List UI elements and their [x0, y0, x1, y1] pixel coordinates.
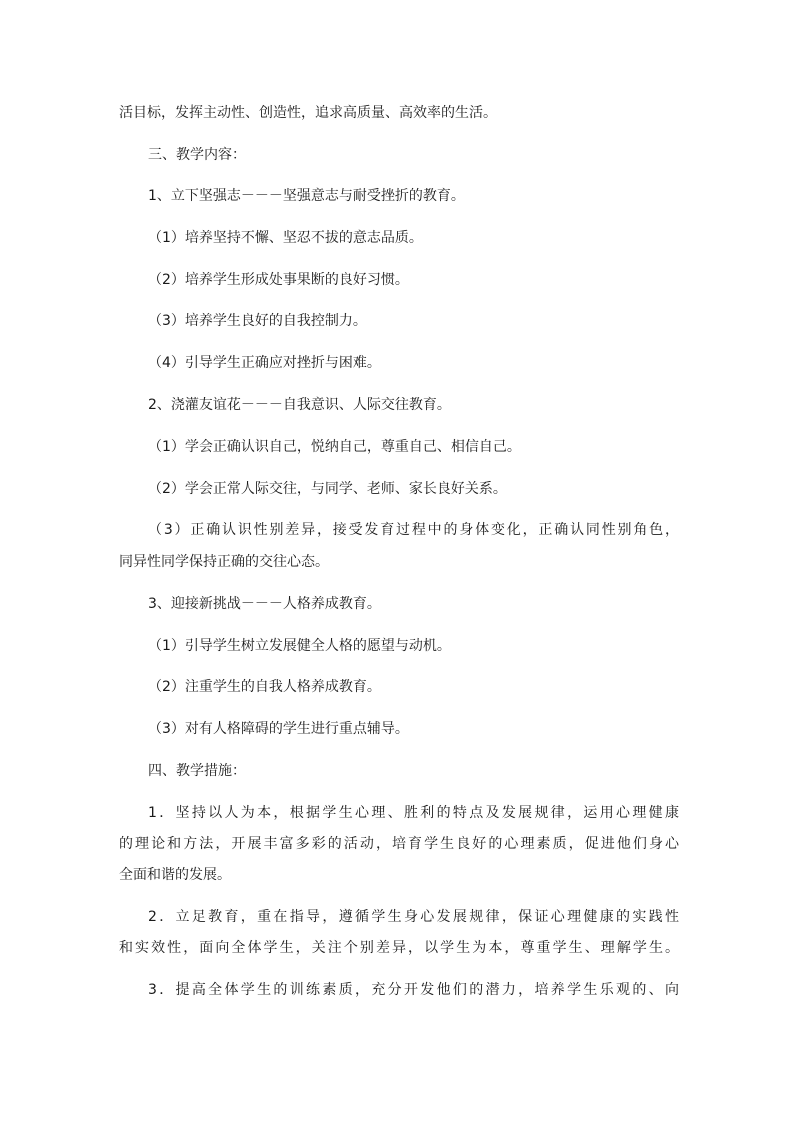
paragraph-line: 2．立足教育，重在指导，遵循学生身心发展规律，保证心理健康的实践性	[148, 909, 679, 925]
list-item: （1）培养坚持不懈、坚忍不拔的意志品质。	[148, 230, 423, 246]
list-item: （1）引导学生树立发展健全人格的愿望与动机。	[148, 638, 451, 654]
list-item: （1）学会正确认识自己，悦纳自己，尊重自己、相信自己。	[148, 439, 521, 455]
paragraph-line: 全面和谐的发展。	[119, 867, 231, 883]
subsection-heading: 3、迎接新挑战－－－人格养成教育。	[148, 596, 381, 612]
list-item: （3）正确认识性别差异，接受发育过程中的身体变化，正确认同性别角色，	[148, 522, 679, 538]
list-item: （2）注重学生的自我人格养成教育。	[148, 679, 381, 695]
section-heading: 四、教学措施：	[148, 763, 246, 779]
list-item: （4）引导学生正确应对挫折与困难。	[148, 355, 381, 371]
paragraph-line: 1．坚持以人为本，根据学生心理、胜利的特点及发展规律，运用心理健康	[148, 805, 679, 821]
list-item-continuation: 同异性同学保持正确的交往心态。	[119, 554, 329, 570]
paragraph-line: 的理论和方法，开展丰富多彩的活动，培育学生良好的心理素质，促进他们身心	[119, 836, 679, 852]
paragraph-line: 和实效性，面向全体学生，关注个别差异，以学生为本，尊重学生、理解学生。	[119, 940, 679, 956]
subsection-heading: 1、立下坚强志－－－坚强意志与耐受挫折的教育。	[148, 188, 465, 204]
text-line: 活目标，发挥主动性、创造性，追求高质量、高效率的生活。	[119, 105, 497, 121]
list-item: （2）学会正常人际交往，与同学、老师、家长良好关系。	[148, 481, 507, 497]
list-item: （3）对有人格障碍的学生进行重点辅导。	[148, 721, 409, 737]
section-heading: 三、教学内容：	[148, 147, 246, 163]
paragraph-line: 3．提高全体学生的训练素质，充分开发他们的潜力，培养学生乐观的、向	[148, 982, 679, 998]
list-item: （3）培养学生良好的自我控制力。	[148, 313, 367, 329]
list-item: （2）培养学生形成处事果断的良好习惯。	[148, 272, 409, 288]
subsection-heading: 2、浇灌友谊花－－－自我意识、人际交往教育。	[148, 397, 451, 413]
